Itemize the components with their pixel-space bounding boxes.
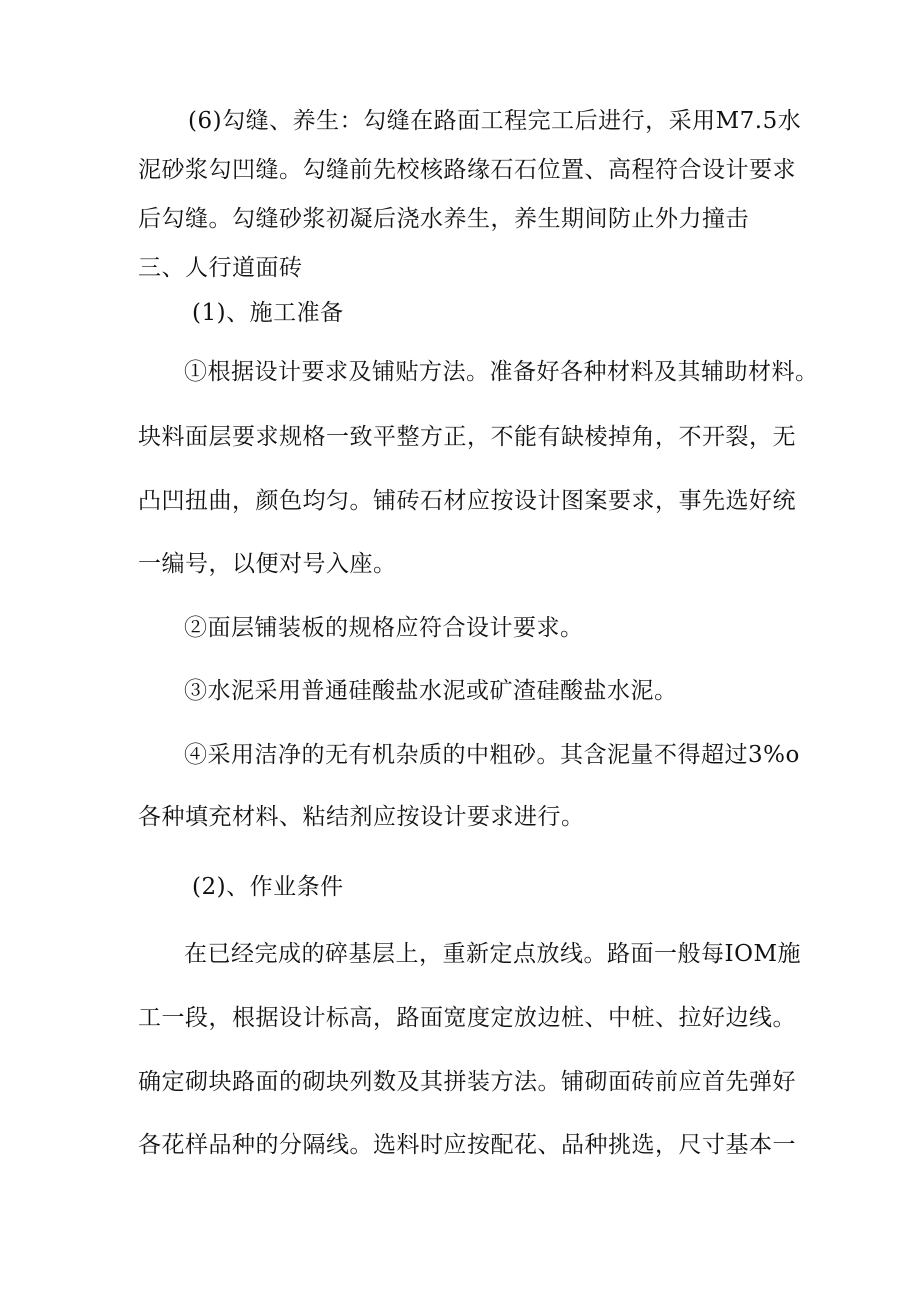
paragraph-line: 各种填充材料、粘结剂应按设计要求进行。 [138,804,585,830]
paragraph-line: ④采用洁净的无有机杂质的中粗砂。其含泥量不得超过3%o [184,742,800,768]
paragraph-line: 在已经完成的碎基层上，重新定点放线。路面一般每IOM施 [184,941,801,967]
paragraph-line: 各花样品种的分隔线。选料时应按配花、品种挑选，尺寸基本一 [138,1132,796,1158]
subsection-heading: (2)、作业条件 [192,874,344,900]
paragraph-line: 一编号，以便对号入座。 [138,551,397,577]
paragraph-line: ①根据设计要求及铺贴方法。准备好各种材料及其辅助材料。 [184,359,819,385]
paragraph-line: 凸凹扭曲，颜色均匀。铺砖石材应按设计图案要求，事先选好统 [138,488,796,514]
paragraph-line: 泥砂浆勾凹缝。勾缝前先校核路缘石石位置、高程符合设计要求 [138,157,796,183]
paragraph-line: 块料面层要求规格一致平整方正，不能有缺棱掉角，不开裂，无 [138,424,796,450]
paragraph-line: (6)勾缝、养生：勾缝在路面工程完工后进行，采用M7.5水 [188,108,802,134]
paragraph-line: 确定砌块路面的砌块列数及其拼装方法。铺砌面砖前应首先弹好 [138,1069,796,1095]
section-heading: 三、人行道面砖 [138,255,303,281]
subsection-heading: (1)、施工准备 [192,300,344,326]
paragraph-line: 工一段，根据设计标高，路面宽度定放边桩、中桩、拉好边线。 [138,1005,796,1031]
paragraph-line: ③水泥采用普通硅酸盐水泥或矿渣硅酸盐水泥。 [184,678,678,704]
paragraph-line: ②面层铺装板的规格应符合设计要求。 [184,615,584,641]
paragraph-line: 后勾缝。勾缝砂浆初凝后浇水养生，养生期间防止外力撞击 [138,206,749,232]
